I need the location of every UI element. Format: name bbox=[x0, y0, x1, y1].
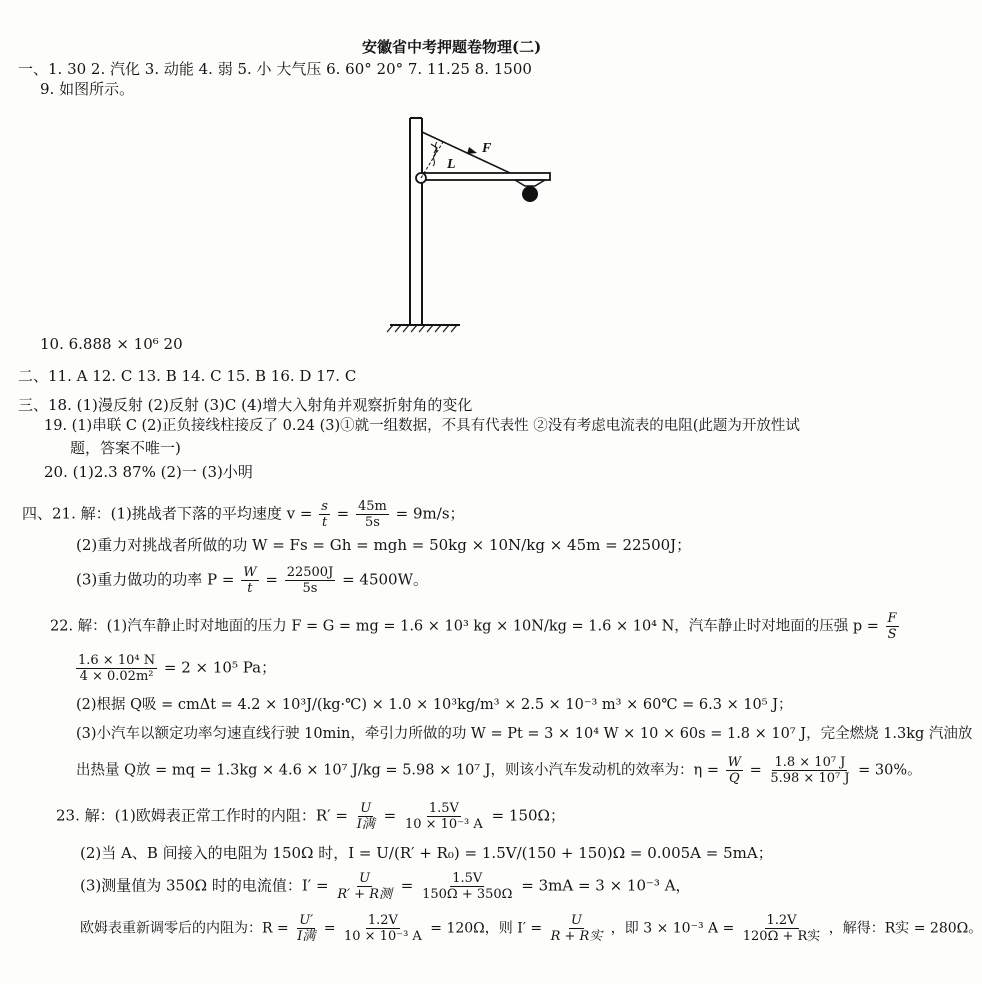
ground-hatch bbox=[387, 325, 457, 332]
q23-4-text-b: = 120Ω，则 I′ = bbox=[430, 920, 543, 937]
answer-q20: 20. (1)2.3 87% (2)一 (3)小明 bbox=[44, 463, 253, 481]
answer-line-1-8: 一、1. 30 2. 汽化 3. 动能 4. 弱 5. 小 大气压 6. 60° 20° 7. 11.25 8. 1500 bbox=[18, 60, 532, 78]
q22-1-text-a: 22. 解：(1)汽车静止时对地面的压力 F = G = mg = 1.6 × 10³ kg × 10N/kg = 1.6 × 10⁴ N，汽车静止时对地面的压强 p = bbox=[50, 618, 879, 635]
answer-q23-part3: (3)测量值为 350Ω 时的电流值：I′ = $\frac{U}{\text{R′ + R测}}$ = $\frac{1.5V}{150\Omega + 350\Omega}$ = 3mA = 3 × 10⁻³ A， bbox=[80, 871, 691, 902]
fraction-22500j-over-5s: $\frac{22500J}{5s}$ bbox=[286, 565, 334, 596]
fraction-1p2v-over-r-sum: $\frac{1.2V}{\text{120Ω + R实}}$ bbox=[742, 913, 821, 944]
weight-ball bbox=[522, 186, 538, 202]
answer-q19-line1: 19. (1)串联 C (2)正负接线柱接反了 0.24 (3)①就一组数据，不具有代表性 ②没有考虑电流表的电阻(此题为开放性试 bbox=[44, 418, 800, 434]
page-title: 安徽省中考押题卷物理(二) bbox=[362, 38, 542, 56]
fraction-1p5v-over-10ma: $\frac{1.5V}{\text{10 × 10⁻³ A}}$ bbox=[404, 801, 483, 832]
answer-q23-part1: 23. 解：(1)欧姆表正常工作时的内阻：R′ = $\frac{U}{\text{I满}}$ = $\frac{1.5V}{\text{10 × 10⁻³ A}}$ = 150Ω； bbox=[56, 801, 565, 832]
label-L: L bbox=[447, 157, 456, 172]
answer-line-11-17: 二、11. A 12. C 13. B 14. C 15. B 16. D 17. C bbox=[18, 367, 357, 385]
fraction-45m-over-5s: $\frac{45m}{5s}$ bbox=[358, 499, 387, 530]
fraction-s-over-t: $\frac{s}{t}$ bbox=[321, 499, 328, 530]
q21-text-a: 四、21. 解：(1)挑战者下落的平均速度 v = bbox=[22, 504, 313, 523]
answer-q23-part2: (2)当 A、B 间接入的电阻为 150Ω 时，I = U/(R′ + R₀) = 1.5V/(150 + 150)Ω = 0.005A = 5mA； bbox=[80, 844, 773, 862]
fraction-w-over-t: $\frac{W}{t}$ bbox=[243, 565, 257, 596]
q23-4-text-c: ，即 3 × 10⁻³ A = bbox=[610, 920, 735, 937]
fraction-f-over-s: $\frac{F}{S}$ bbox=[887, 611, 897, 642]
q23-4-text-d: ，解得：R实 = 280Ω。 bbox=[828, 920, 982, 937]
label-F: F bbox=[482, 141, 492, 156]
q23-4-text-a: 欧姆表重新调零后的内阻为：R = bbox=[80, 920, 289, 937]
answer-q21-part1: 四、21. 解：(1)挑战者下落的平均速度 v = $\frac{s}{t}$ = $\frac{45m}{5s}$ = 9m/s； bbox=[22, 499, 465, 530]
fraction-1p2v-over-10ma: $\frac{1.2V}{\text{10 × 10⁻³ A}}$ bbox=[343, 913, 422, 944]
answer-q18: 三、18. (1)漫反射 (2)反射 (3)C (4)增大入射角并观察折射角的变化 bbox=[18, 396, 473, 414]
answer-q22-pressure bbox=[74, 654, 276, 683]
q22-3-text-b: 出热量 Q放 = mq = 1.3kg × 4.6 × 10⁷ J/kg = 5.98 × 10⁷ J，则该小汽车发动机的效率为：η = bbox=[76, 762, 719, 779]
answer-q19-line2: 题，答案不唯一) bbox=[70, 439, 181, 457]
q23-1-text-b: = 150Ω； bbox=[491, 806, 565, 825]
fraction-force-over-area: $\frac{\text{1.6 × 10⁴ N}}{\text{4 × 0.02m²}}$ bbox=[78, 653, 156, 684]
answer-q10: 10. 6.888 × 10⁶ 20 bbox=[40, 335, 183, 353]
answer-q22-part1 bbox=[50, 612, 901, 641]
q22-1-text-c: = 2 × 10⁵ Pa； bbox=[163, 658, 277, 677]
fraction-u-over-r-sum: $\frac{U}{\text{R′ + R测}}$ bbox=[337, 871, 392, 902]
answer-q22-part2: (2)根据 Q吸 = cmΔt = 4.2 × 10³J/(kg·℃) × 1.0 × 10³kg/m³ × 2.5 × 10⁻³ m³ × 60℃ = 6.3 × 10⁵ J； bbox=[76, 697, 793, 713]
answer-q22-part3-line2: 出热量 Q放 = mq = 1.3kg × 4.6 × 10⁷ J/kg = 5.98 × 10⁷ J，则该小汽车发动机的效率为：η = $\frac{W}{Q}$ = $\frac{\text{1.8 × 10⁷ J}}{\text{5.98 × 10⁷ J}}$ = 30%。 bbox=[76, 755, 922, 786]
answer-q9: 9. 如图所示。 bbox=[40, 80, 135, 98]
fraction-work-over-heat: $\frac{\text{1.8 × 10⁷ J}}{\text{5.98 × 10⁷ J}}$ bbox=[770, 755, 850, 786]
fraction-1p5v-over-500ohm: $\frac{1.5V}{150\Omega + 350\Omega}$ bbox=[422, 871, 513, 902]
q21-3-text-a: (3)重力做功的功率 P = bbox=[76, 570, 235, 589]
rope-force-line bbox=[422, 132, 510, 173]
fraction-w-over-q: $\frac{W}{Q}$ bbox=[727, 755, 741, 786]
fraction-u-over-r-real: $\frac{U}{\text{R + R实}}$ bbox=[550, 913, 603, 944]
q22-3-text-c: = 30%。 bbox=[858, 762, 922, 779]
q23-3-text-a: (3)测量值为 350Ω 时的电流值：I′ = bbox=[80, 876, 329, 895]
q21-text-b: = 9m/s； bbox=[395, 504, 465, 523]
fraction-u-over-i: $\frac{U}{\text{I满}}$ bbox=[356, 801, 375, 832]
fraction-u-prime-over-i: $\frac{U'}{\text{I满}}$ bbox=[297, 913, 316, 944]
answer-q22-part3-line1: (3)小汽车以额定功率匀速直线行驶 10min，牵引力所做的功 W = Pt = 3 × 10⁴ W × 10 × 60s = 1.8 × 10⁷ J，完全燃烧 1.3kg 汽油放 bbox=[76, 726, 973, 742]
force-arrow-icon bbox=[467, 147, 477, 154]
lever-arm bbox=[422, 173, 550, 180]
q23-1-text-a: 23. 解：(1)欧姆表正常工作时的内阻：R′ = bbox=[56, 806, 348, 825]
q21-3-text-b: = 4500W。 bbox=[342, 570, 429, 589]
answer-q23-part4: 欧姆表重新调零后的内阻为：R = $\frac{U'}{\text{I满}}$ = $\frac{1.2V}{\text{10 × 10⁻³ A}}$ = 120Ω，则 I′ = $\frac{U}{\text{R + R实}}$ ，即 3 × 10⁻³ A = $\frac{1.2V}{\text{120Ω + R实}}$ ，解得：R实 = 280Ω。 bbox=[80, 913, 982, 944]
q23-3-text-b: = 3mA = 3 × 10⁻³ A， bbox=[521, 876, 691, 895]
answer-q21-part3: (3)重力做功的功率 P = $\frac{W}{t}$ = $\frac{22500J}{5s}$ = 4500W。 bbox=[76, 565, 429, 596]
lever-diagram bbox=[385, 110, 555, 340]
answer-q21-part2: (2)重力对挑战者所做的功 W = Fs = Gh = mgh = 50kg × 10N/kg × 45m = 22500J； bbox=[76, 536, 692, 554]
